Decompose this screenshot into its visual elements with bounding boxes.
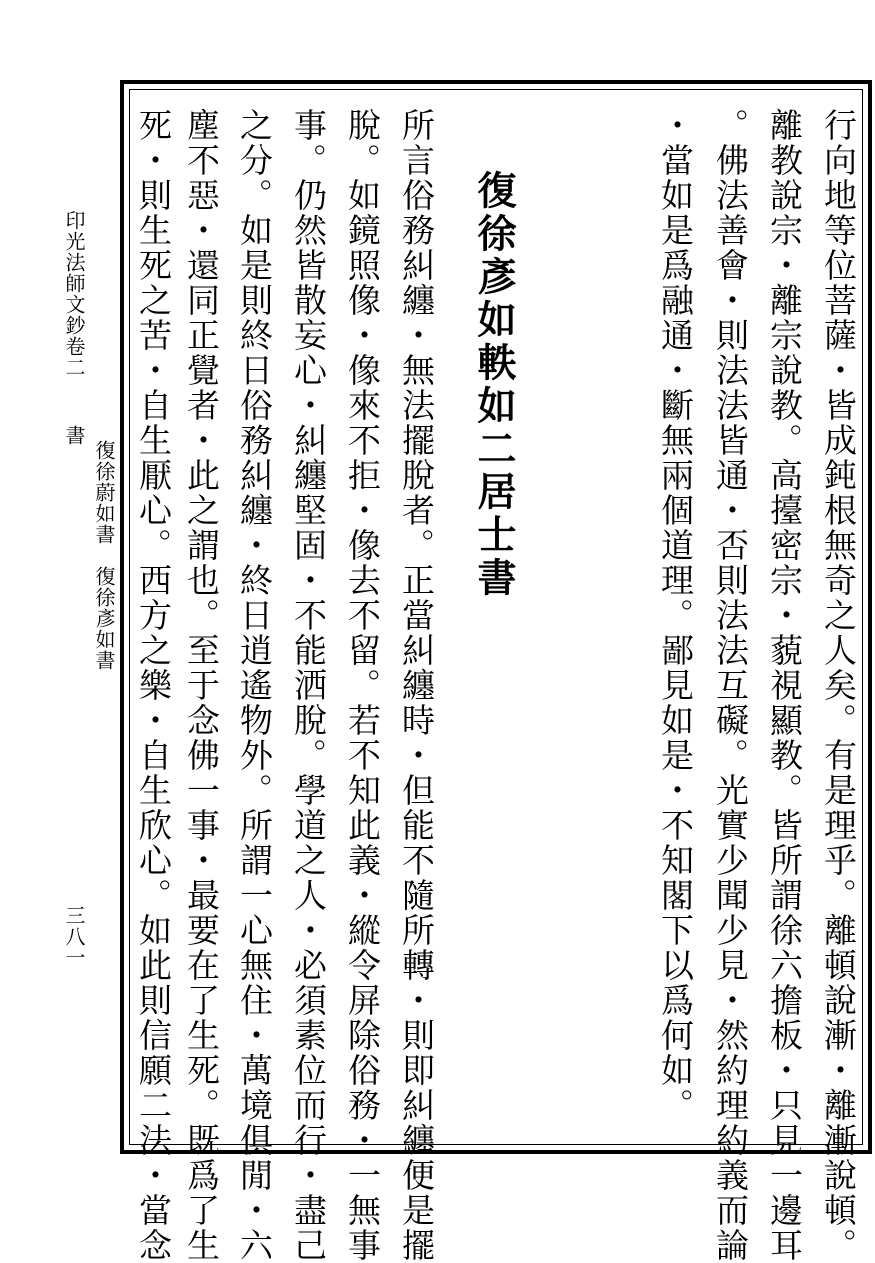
text-column-5: 所言俗務糾纏・無法擺脫者。正當糾纏時・但能不隨所轉・則即糾纏便是擺 <box>397 108 436 1263</box>
text-column-2: 離教說宗・離宗說教。高擡密宗・藐視顯教。皆所謂徐六擔板・只見一邊耳 <box>765 108 804 1263</box>
section-label: 書 <box>62 424 86 446</box>
letter-titles: 復徐蔚如書 復徐彥如書 <box>92 440 116 671</box>
text-column-3: 。佛法善會・則法法皆通・否則法法互礙。光實少聞少見・然約理約義而論 <box>711 108 750 1263</box>
letter-title: 復徐彥如軼如二居士書 <box>471 170 517 600</box>
page-number: 三八一 <box>62 905 86 968</box>
text-column-8: 之分。如是則終日俗務糾纏・終日逍遙物外。所謂一心無住・萬境俱閒・六 <box>235 108 274 1263</box>
text-column-9: 塵不惡・還同正覺者・此之謂也。至于念佛一事・最要在了生死。既爲了生 <box>182 108 221 1263</box>
volume-title <box>64 210 84 446</box>
text-column-10: 死・則生死之苦・自生厭心。西方之樂・自生欣心。如此則信願二法・當念 <box>134 108 173 1263</box>
text-column-1: 行向地等位菩薩・皆成鈍根無奇之人矣。有是理乎。離頓說漸・離漸說頓。 <box>819 108 858 1263</box>
text-column-7: 事。仍然皆散妄心・糾纏堅固・不能洒脫。學道之人・必須素位而行・盡己 <box>289 108 328 1263</box>
text-column-4: ・當如是爲融通・斷無兩個道理。鄙見如是・不知閣下以爲何如。 <box>656 108 695 1123</box>
volume-title-text: 印光法師文鈔卷二 <box>62 210 86 378</box>
text-column-6: 脫。如鏡照像・像來不拒・像去不留。若不知此義・縱令屏除俗務・一無事 <box>343 108 382 1263</box>
